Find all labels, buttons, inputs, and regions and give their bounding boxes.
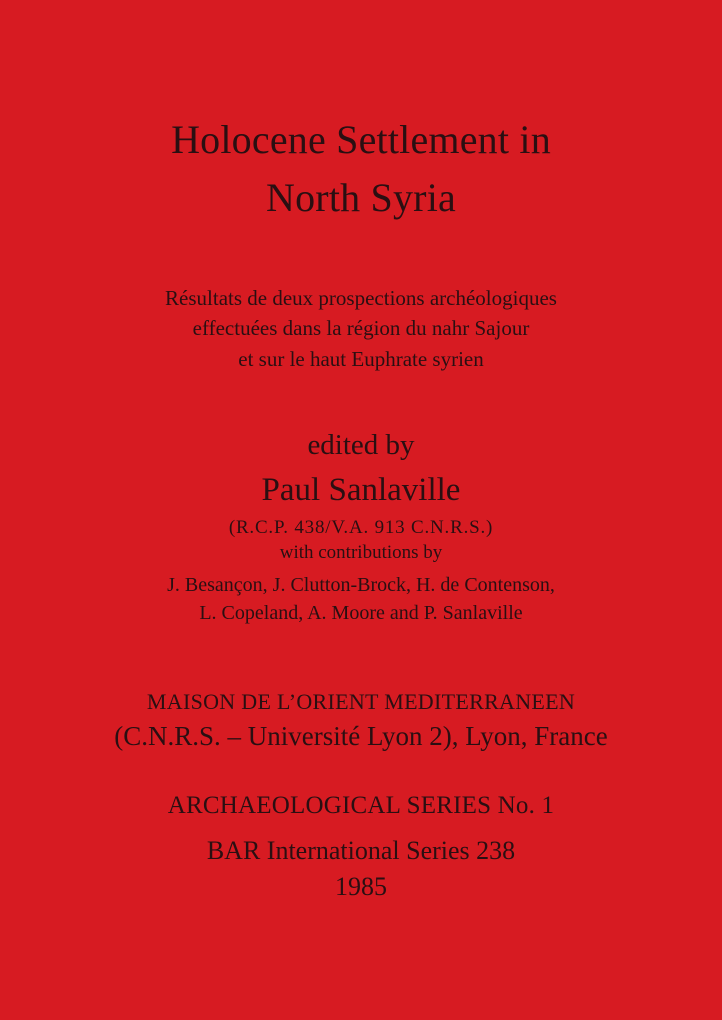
publication-year: 1985 [335,872,387,901]
editor-affiliation: (R.C.P. 438/V.A. 913 C.N.R.S.) [228,517,494,538]
title-line-2: North Syria [266,175,456,220]
edited-by-label: edited by [307,429,415,461]
contributors-line-1: J. Besançon, J. Clutton-Brock, H. de Contenson, [167,574,555,596]
title-line-1: Holocene Settlement in [171,117,551,162]
contributions-label: with contributions by [279,542,443,563]
archaeological-series: ARCHAEOLOGICAL SERIES No. 1 [167,792,555,819]
editor-name: Paul Sanlaville [261,472,461,508]
contributors-line-2: L. Copeland, A. Moore and P. Sanlaville [199,602,523,624]
publisher-name: MAISON DE L’ORIENT MEDITERRANEEN [146,689,576,714]
subtitle-line-3: et sur le haut Euphrate syrien [238,347,484,371]
bar-series: BAR International Series 238 [206,836,516,865]
publisher-location: (C.N.R.S. – Université Lyon 2), Lyon, France [114,721,608,751]
subtitle-line-2: effectuées dans la région du nahr Sajour [192,316,530,340]
subtitle-line-1: Résultats de deux prospections archéologiques [165,286,557,310]
